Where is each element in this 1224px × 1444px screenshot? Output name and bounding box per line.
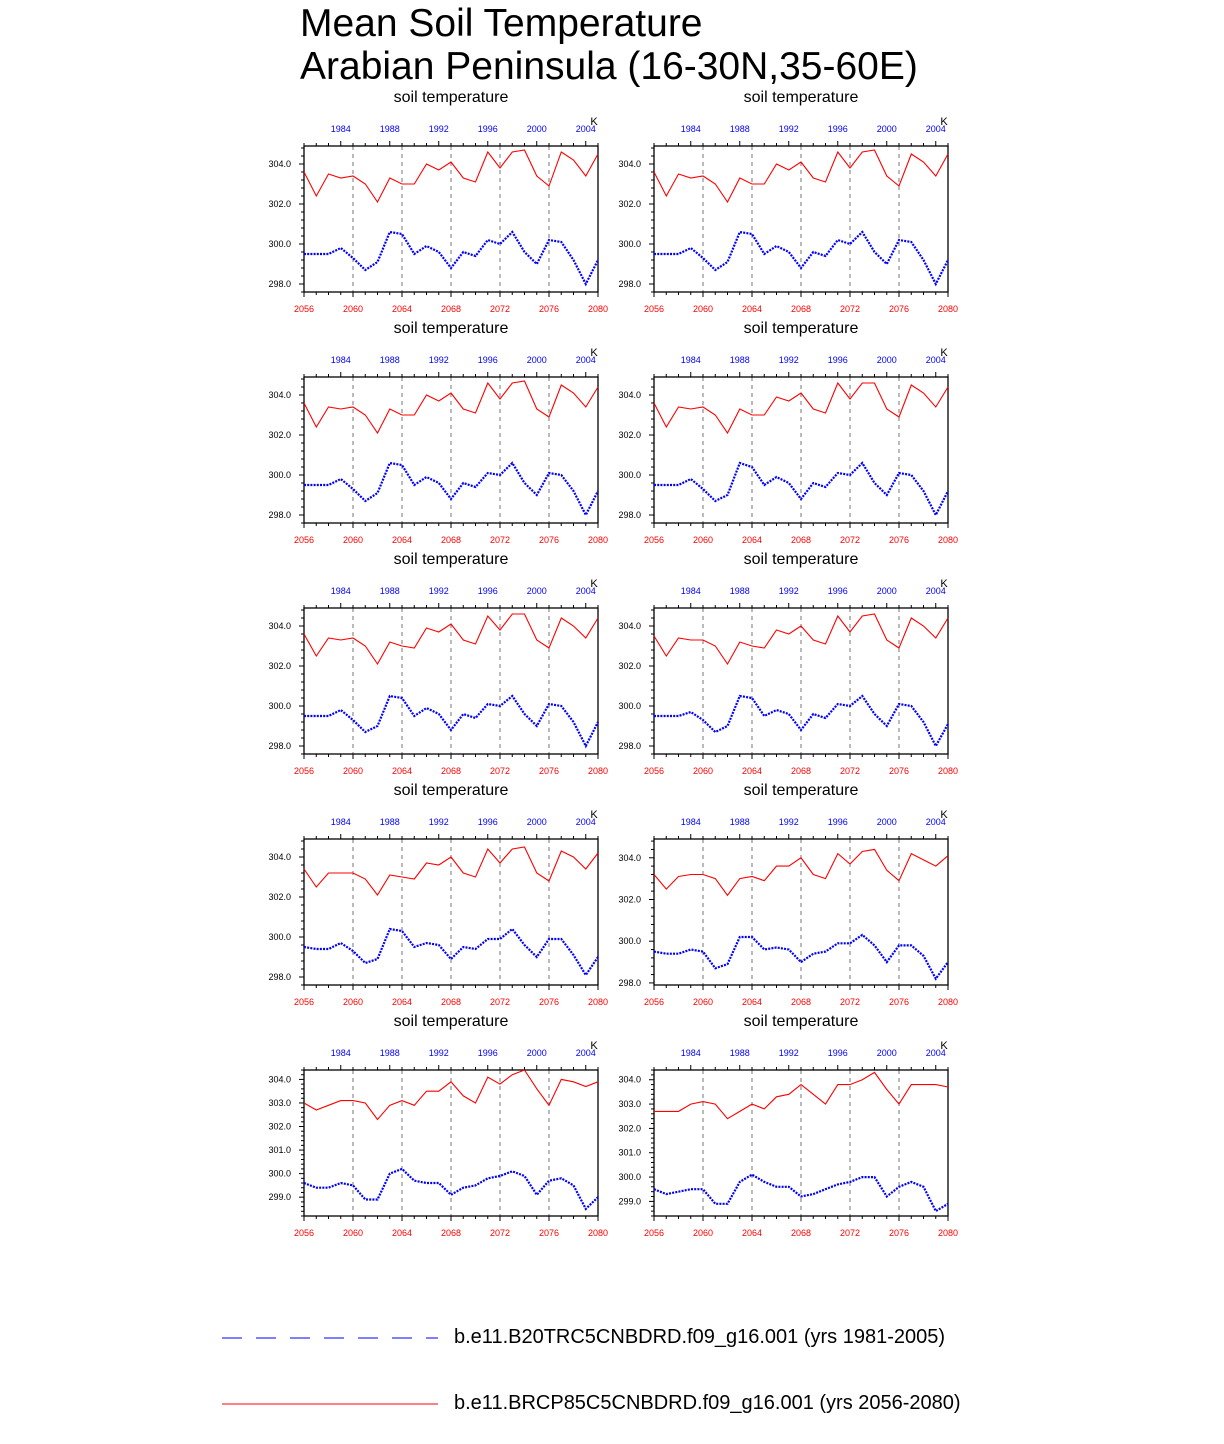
y-tick-label: 298.0 — [268, 741, 291, 751]
x-tick-label-bottom: 2076 — [888, 997, 910, 1007]
x-tick-label-bottom: 2076 — [888, 766, 910, 776]
legend-item-rcp85 — [222, 1390, 1022, 1420]
x-tick-label-bottom: 2072 — [489, 997, 511, 1007]
y-tick-label: 300.0 — [268, 932, 291, 942]
y-tick-label: 302.0 — [268, 1121, 291, 1132]
x-tick-label-bottom: 2056 — [643, 535, 665, 545]
panel-6 — [649, 603, 948, 759]
y-tick-label: 304.0 — [268, 621, 291, 631]
x-tick-label-bottom: 2060 — [692, 535, 714, 545]
x-tick-label-bottom: 2068 — [790, 535, 812, 545]
x-tick-label-bottom: 2060 — [692, 766, 714, 776]
x-tick-label-top: 1992 — [778, 817, 799, 827]
legend-line-solid — [222, 1390, 452, 1420]
y-tick-label: 304.0 — [268, 159, 291, 169]
y-tick-label: 298.0 — [268, 279, 291, 289]
y-tick-label: 302.0 — [268, 892, 291, 902]
x-tick-label-top: 1996 — [477, 124, 498, 134]
y-tick-label: 300.0 — [618, 936, 641, 947]
panel-10 — [649, 1065, 948, 1221]
y-tick-label: 298.0 — [618, 741, 641, 751]
unit-label: K — [940, 116, 948, 128]
x-tick-label-top: 2004 — [575, 355, 596, 365]
x-tick-label-top: 2004 — [575, 1048, 596, 1058]
x-tick-label-top: 2004 — [575, 817, 596, 827]
x-tick-label-bottom: 2080 — [937, 997, 959, 1007]
panel-7 — [299, 834, 598, 990]
x-tick-label-top: 2000 — [876, 124, 897, 134]
x-tick-label-bottom: 2076 — [888, 304, 910, 314]
x-tick-label-bottom: 2076 — [888, 535, 910, 545]
x-tick-label-top: 1992 — [428, 586, 449, 596]
x-tick-label-top: 1992 — [428, 355, 449, 365]
y-tick-label: 300.0 — [618, 239, 641, 249]
x-tick-label-top: 1984 — [330, 817, 351, 827]
y-tick-label: 300.0 — [618, 470, 641, 480]
x-tick-label-bottom: 2056 — [643, 1228, 665, 1238]
x-tick-label-top: 1984 — [680, 124, 701, 134]
x-tick-label-top: 1988 — [729, 586, 750, 596]
x-tick-label-bottom: 2060 — [342, 766, 364, 776]
x-tick-label-top: 1984 — [330, 355, 351, 365]
x-tick-label-bottom: 2064 — [741, 1228, 763, 1238]
panel-title: soil temperature — [743, 551, 859, 568]
y-tick-label: 304.0 — [268, 390, 291, 400]
unit-label: K — [590, 116, 598, 128]
x-tick-label-top: 2000 — [876, 1048, 897, 1058]
y-tick-label: 304.0 — [268, 852, 291, 862]
x-tick-label-bottom: 2060 — [342, 1228, 364, 1238]
x-tick-label-top: 1996 — [827, 586, 848, 596]
x-tick-label-top: 2004 — [925, 1048, 946, 1058]
x-tick-label-bottom: 2064 — [391, 1228, 413, 1238]
y-tick-label: 302.0 — [268, 661, 291, 671]
unit-label: K — [590, 1040, 598, 1052]
y-tick-label: 302.0 — [268, 199, 291, 209]
legend-label: b.e11.BRCP85C5CNBDRD.f09_g16.001 (yrs 2056-2080) — [454, 1392, 961, 1414]
panel-title: soil temperature — [743, 320, 859, 337]
y-tick-label: 302.0 — [618, 199, 641, 209]
x-tick-label-bottom: 2072 — [489, 1228, 511, 1238]
x-tick-label-bottom: 2064 — [391, 535, 413, 545]
x-tick-label-bottom: 2064 — [391, 766, 413, 776]
x-tick-label-bottom: 2080 — [937, 1228, 959, 1238]
x-tick-label-top: 1996 — [827, 1048, 848, 1058]
x-tick-label-top: 2000 — [526, 124, 547, 134]
x-tick-label-bottom: 2060 — [342, 304, 364, 314]
x-tick-label-top: 1996 — [827, 124, 848, 134]
y-tick-label: 298.0 — [268, 972, 291, 982]
y-tick-label: 304.0 — [618, 852, 641, 863]
x-tick-label-top: 2004 — [925, 817, 946, 827]
panel-title: soil temperature — [743, 1013, 859, 1030]
panel-title: soil temperature — [743, 89, 859, 106]
x-tick-label-bottom: 2068 — [790, 304, 812, 314]
x-tick-label-bottom: 2064 — [741, 304, 763, 314]
panel-8 — [649, 834, 948, 990]
y-tick-label: 302.0 — [618, 1123, 641, 1134]
x-tick-label-top: 1996 — [477, 1048, 498, 1058]
y-tick-label: 300.0 — [268, 239, 291, 249]
x-tick-label-bottom: 2056 — [293, 304, 315, 314]
x-tick-label-bottom: 2080 — [937, 766, 959, 776]
x-tick-label-bottom: 2076 — [538, 535, 560, 545]
x-tick-label-bottom: 2060 — [692, 1228, 714, 1238]
x-tick-label-bottom: 2068 — [440, 535, 462, 545]
x-tick-label-top: 2004 — [575, 586, 596, 596]
x-tick-label-bottom: 2064 — [741, 766, 763, 776]
y-tick-label: 302.0 — [618, 894, 641, 905]
y-tick-label: 304.0 — [618, 159, 641, 169]
x-tick-label-top: 1984 — [330, 124, 351, 134]
x-tick-label-top: 2000 — [876, 586, 897, 596]
x-tick-label-bottom: 2080 — [587, 304, 609, 314]
panel-title: soil temperature — [743, 782, 859, 799]
x-tick-label-bottom: 2056 — [293, 997, 315, 1007]
x-tick-label-bottom: 2076 — [538, 304, 560, 314]
x-tick-label-bottom: 2068 — [440, 766, 462, 776]
x-tick-label-bottom: 2060 — [692, 997, 714, 1007]
x-tick-label-top: 1984 — [330, 586, 351, 596]
x-tick-label-top: 2004 — [575, 124, 596, 134]
panel-title: soil temperature — [393, 89, 509, 106]
x-tick-label-top: 1992 — [428, 817, 449, 827]
x-tick-label-bottom: 2080 — [937, 535, 959, 545]
x-tick-label-top: 2004 — [925, 355, 946, 365]
y-tick-label: 299.0 — [618, 1196, 641, 1207]
y-tick-label: 299.0 — [268, 1192, 291, 1203]
x-tick-label-bottom: 2068 — [440, 997, 462, 1007]
x-tick-label-top: 1996 — [827, 817, 848, 827]
y-tick-label: 298.0 — [618, 279, 641, 289]
unit-label: K — [940, 1040, 948, 1052]
y-tick-label: 300.0 — [268, 701, 291, 711]
x-tick-label-bottom: 2076 — [538, 766, 560, 776]
x-tick-label-bottom: 2068 — [790, 1228, 812, 1238]
x-tick-label-top: 1984 — [330, 1048, 351, 1058]
legend-item-historical — [222, 1324, 1022, 1354]
x-tick-label-bottom: 2060 — [342, 997, 364, 1007]
y-tick-label: 303.0 — [618, 1099, 641, 1110]
x-tick-label-top: 1988 — [729, 817, 750, 827]
x-tick-label-top: 1992 — [778, 1048, 799, 1058]
legend-line-dashed — [222, 1324, 452, 1354]
x-tick-label-top: 1988 — [729, 124, 750, 134]
x-tick-label-top: 1992 — [778, 586, 799, 596]
x-tick-label-top: 1992 — [428, 124, 449, 134]
x-tick-label-top: 1988 — [379, 1048, 400, 1058]
x-tick-label-bottom: 2080 — [937, 304, 959, 314]
x-tick-label-top: 2000 — [526, 817, 547, 827]
y-tick-label: 304.0 — [618, 621, 641, 631]
y-tick-label: 298.0 — [618, 977, 641, 988]
x-tick-label-bottom: 2060 — [342, 535, 364, 545]
panel-2 — [649, 141, 948, 297]
x-tick-label-bottom: 2064 — [741, 997, 763, 1007]
x-tick-label-top: 2000 — [876, 355, 897, 365]
x-tick-label-bottom: 2068 — [440, 304, 462, 314]
x-tick-label-bottom: 2056 — [293, 766, 315, 776]
x-tick-label-top: 2004 — [925, 124, 946, 134]
unit-label: K — [590, 347, 598, 359]
panel-title: soil temperature — [393, 320, 509, 337]
x-tick-label-top: 1984 — [680, 355, 701, 365]
x-tick-label-bottom: 2064 — [741, 535, 763, 545]
panel-title: soil temperature — [393, 1013, 509, 1030]
x-tick-label-top: 1988 — [379, 355, 400, 365]
y-tick-label: 301.0 — [618, 1147, 641, 1158]
chart-title-line2: Arabian Peninsula (16-30N,35-60E) — [300, 45, 918, 88]
x-tick-label-top: 1996 — [477, 355, 498, 365]
x-tick-label-bottom: 2076 — [888, 1228, 910, 1238]
x-tick-label-top: 2004 — [925, 586, 946, 596]
x-tick-label-top: 1996 — [477, 817, 498, 827]
y-tick-label: 304.0 — [618, 1074, 641, 1085]
x-tick-label-top: 2000 — [876, 817, 897, 827]
x-tick-label-top: 1988 — [379, 586, 400, 596]
x-tick-label-bottom: 2072 — [839, 766, 861, 776]
y-tick-label: 304.0 — [618, 390, 641, 400]
y-tick-label: 298.0 — [268, 510, 291, 520]
x-tick-label-top: 1992 — [428, 1048, 449, 1058]
x-tick-label-top: 1996 — [477, 586, 498, 596]
x-tick-label-top: 2000 — [526, 586, 547, 596]
y-tick-label: 302.0 — [618, 661, 641, 671]
panel-9 — [299, 1065, 598, 1221]
y-tick-label: 302.0 — [268, 430, 291, 440]
x-tick-label-top: 2000 — [526, 1048, 547, 1058]
y-tick-label: 301.0 — [268, 1145, 291, 1156]
x-tick-label-bottom: 2064 — [391, 997, 413, 1007]
x-tick-label-bottom: 2072 — [489, 766, 511, 776]
y-tick-label: 300.0 — [268, 470, 291, 480]
x-tick-label-top: 1988 — [379, 124, 400, 134]
x-tick-label-bottom: 2072 — [839, 304, 861, 314]
x-tick-label-bottom: 2080 — [587, 766, 609, 776]
panel-title: soil temperature — [393, 551, 509, 568]
unit-label: K — [590, 578, 598, 590]
x-tick-label-top: 1996 — [827, 355, 848, 365]
x-tick-label-bottom: 2056 — [643, 304, 665, 314]
x-tick-label-bottom: 2056 — [643, 766, 665, 776]
legend-label: b.e11.B20TRC5CNBDRD.f09_g16.001 (yrs 1981-2005) — [454, 1326, 946, 1348]
x-tick-label-top: 1992 — [778, 355, 799, 365]
x-tick-label-bottom: 2068 — [790, 766, 812, 776]
x-tick-label-bottom: 2072 — [489, 535, 511, 545]
x-tick-label-bottom: 2076 — [538, 1228, 560, 1238]
x-tick-label-top: 1988 — [379, 817, 400, 827]
unit-label: K — [590, 809, 598, 821]
x-tick-label-bottom: 2072 — [839, 1228, 861, 1238]
y-tick-label: 300.0 — [268, 1168, 291, 1179]
x-tick-label-top: 1984 — [680, 1048, 701, 1058]
x-tick-label-bottom: 2080 — [587, 535, 609, 545]
x-tick-label-bottom: 2056 — [643, 997, 665, 1007]
x-tick-label-bottom: 2068 — [440, 1228, 462, 1238]
x-tick-label-bottom: 2072 — [839, 535, 861, 545]
x-tick-label-top: 1984 — [680, 817, 701, 827]
x-tick-label-top: 2000 — [526, 355, 547, 365]
unit-label: K — [940, 809, 948, 821]
x-tick-label-bottom: 2056 — [293, 535, 315, 545]
panel-5 — [299, 603, 598, 759]
x-tick-label-bottom: 2080 — [587, 1228, 609, 1238]
y-tick-label: 302.0 — [618, 430, 641, 440]
x-tick-label-bottom: 2072 — [839, 997, 861, 1007]
x-tick-label-top: 1988 — [729, 355, 750, 365]
unit-label: K — [940, 578, 948, 590]
x-tick-label-bottom: 2080 — [587, 997, 609, 1007]
unit-label: K — [940, 347, 948, 359]
x-tick-label-top: 1992 — [778, 124, 799, 134]
x-tick-label-top: 1988 — [729, 1048, 750, 1058]
x-tick-label-bottom: 2068 — [790, 997, 812, 1007]
x-tick-label-top: 1984 — [680, 586, 701, 596]
y-tick-label: 303.0 — [268, 1097, 291, 1108]
panel-4 — [649, 372, 948, 528]
y-tick-label: 300.0 — [618, 1172, 641, 1183]
x-tick-label-bottom: 2060 — [692, 304, 714, 314]
y-tick-label: 298.0 — [618, 510, 641, 520]
x-tick-label-bottom: 2076 — [538, 997, 560, 1007]
x-tick-label-bottom: 2064 — [391, 304, 413, 314]
x-tick-label-bottom: 2072 — [489, 304, 511, 314]
chart-title-line1: Mean Soil Temperature — [300, 2, 703, 45]
series-line-historical — [654, 935, 948, 979]
panel-1 — [299, 141, 598, 297]
panel-title: soil temperature — [393, 782, 509, 799]
y-tick-label: 300.0 — [618, 701, 641, 711]
panel-3 — [299, 372, 598, 528]
x-tick-label-bottom: 2056 — [293, 1228, 315, 1238]
y-tick-label: 304.0 — [268, 1074, 291, 1085]
